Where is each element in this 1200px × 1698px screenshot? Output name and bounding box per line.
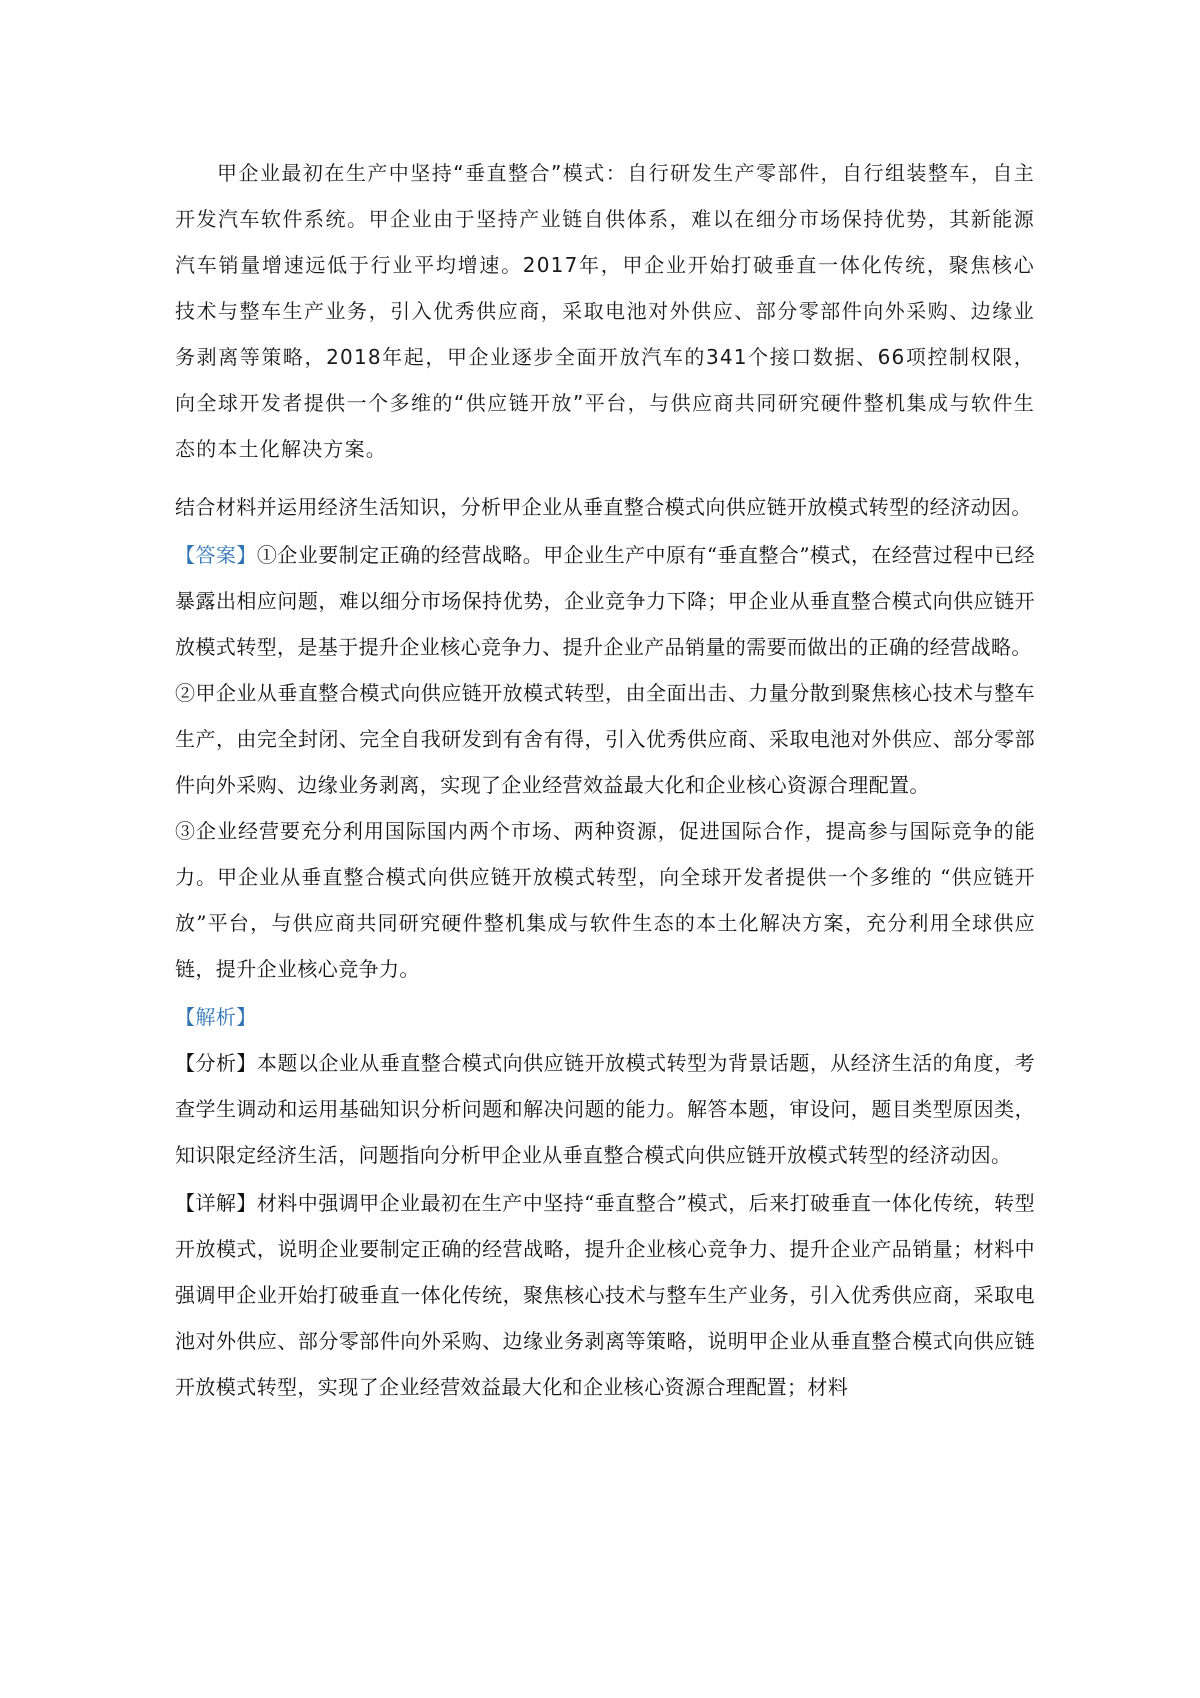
answer-point-1-text: ①企业要制定正确的经营战略。甲企业生产中原有“垂直整合”模式，在经营过程中已经暴露出相应问题，难以细分市场保持优势，企业竞争力下降；甲企业从垂直整合模式向供应链开放模式转型，是基于提升企业核心竞争力、提升企业产品销量的需要而做出的正确的经营战略。: [175, 543, 1035, 659]
analysis-xiangjie: [175, 1180, 1035, 1410]
question-answer-block: [175, 484, 1035, 1410]
material-paragraph: 甲企业最初在生产中坚持“垂直整合”模式：自行研发生产零部件，自行组装整车，自主开发汽车软件系统。甲企业由于坚持产业链自供体系，难以在细分市场保持优势，其新能源汽车销量增速远低于行业平均增速。2017年，甲企业开始打破垂直一体化传统，聚焦核心技术与整车生产业务，引入优秀供应商，采取电池对外供应、部分零部件向外采购、边缘业务剥离等策略，2018年起，甲企业逐步全面开放汽车的341个接口数据、66项控制权限，向全球开发者提供一个多维的“供应链开放”平台，与供应商共同研究硬件整机集成与软件生态的本土化解决方案。: [175, 161, 1035, 461]
fenxi-tag: 【分析】: [175, 1051, 257, 1075]
answer-point-1: [175, 532, 1035, 670]
answer-point-2: ②甲企业从垂直整合模式向供应链开放模式转型，由全面出击、力量分散到聚焦核心技术与整车生产，由完全封闭、完全自我研发到有舍有得，引入优秀供应商、采取电池对外供应、部分零部件向外采购、边缘业务剥离，实现了企业经营效益最大化和企业核心资源合理配置。: [175, 681, 1035, 797]
analysis-heading: [175, 994, 1035, 1040]
xiangjie-text: 材料中强调甲企业最初在生产中坚持“垂直整合”模式，后来打破垂直一体化传统，转型开放模式，说明企业要制定正确的经营战略，提升企业核心竞争力、提升企业产品销量；材料中强调甲企业开始打破垂直一体化传统，聚焦核心技术与整车生产业务，引入优秀供应商，采取电池对外供应、部分零部件向外采购、边缘业务剥离等策略，说明甲企业从垂直整合模式向供应链开放模式转型，实现了企业经营效益最大化和企业核心资源合理配置；材料: [175, 1191, 1035, 1399]
answer-tag: 【答案】: [175, 543, 257, 567]
xiangjie-tag: 【详解】: [175, 1191, 257, 1215]
analysis-tag: 【解析】: [175, 1005, 257, 1029]
answer-point-3: ③企业经营要充分利用国际国内两个市场、两种资源，促进国际合作，提高参与国际竞争的能力。甲企业从垂直整合模式向供应链开放模式转型，向全球开发者提供一个多维的 “供应链开放”平台，与供应商共同研究硬件整机集成与软件生态的本土化解决方案，充分利用全球供应链，提升企业核心竞争力。: [175, 819, 1035, 981]
fenxi-text: 本题以企业从垂直整合模式向供应链开放模式转型为背景话题，从经济生活的角度，考查学生调动和运用基础知识分析问题和解决问题的能力。解答本题，审设问，题目类型原因类，知识限定经济生活，问题指向分析甲企业从垂直整合模式向供应链开放模式转型的经济动因。: [175, 1051, 1035, 1167]
analysis-fenxi: [175, 1040, 1035, 1178]
question-text: 结合材料并运用经济生活知识，分析甲企业从垂直整合模式向供应链开放模式转型的经济动因。: [175, 495, 1032, 519]
